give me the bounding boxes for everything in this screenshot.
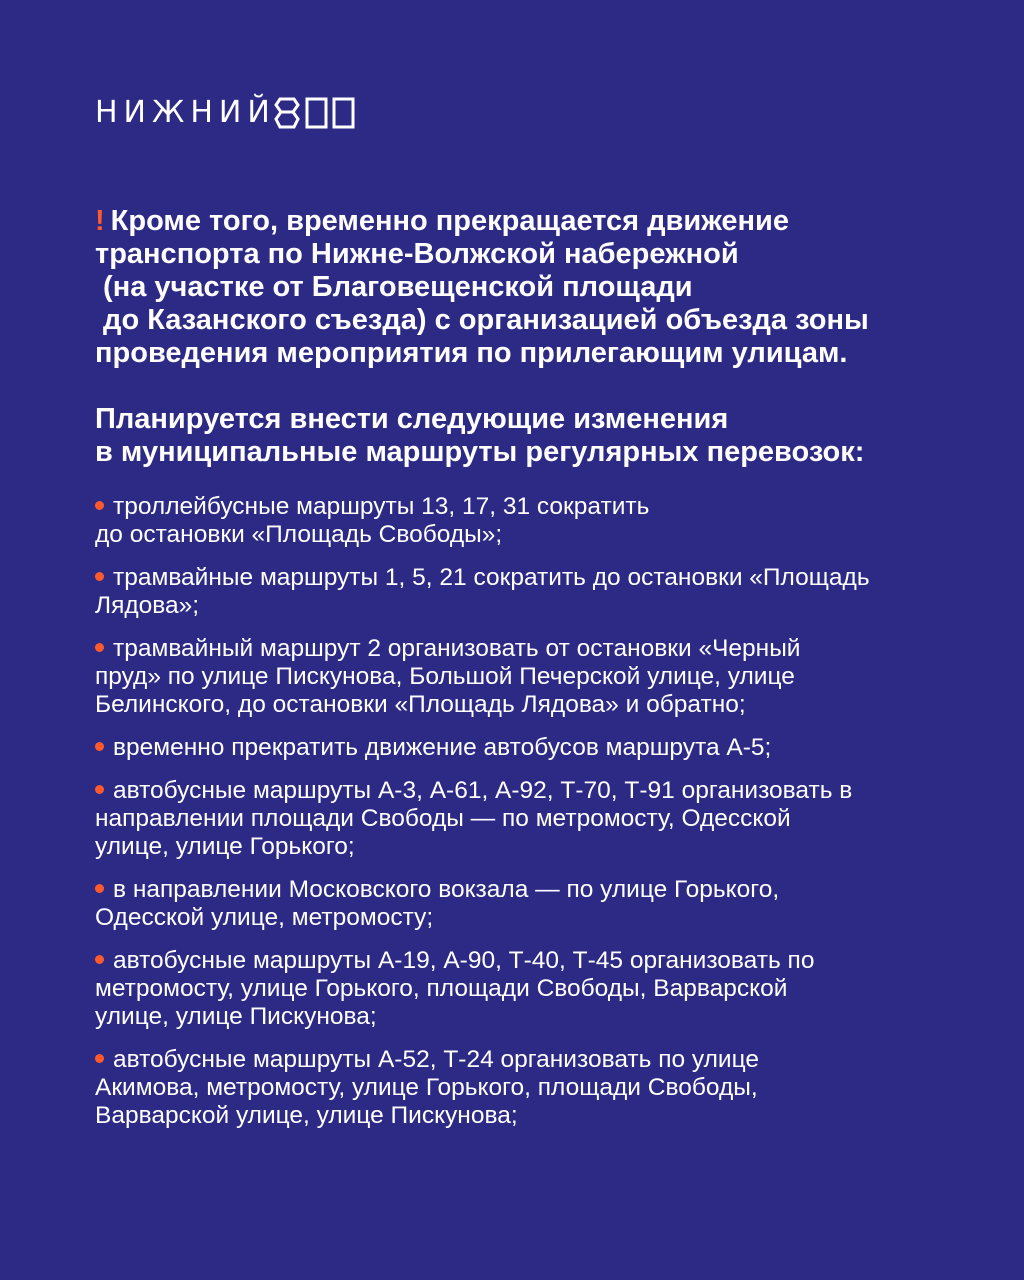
route-change-text: в направлении Московского вокзала — по улице Горького,	[113, 876, 780, 903]
route-change-line	[95, 975, 995, 1003]
route-change-text: улице, улице Горького;	[95, 833, 355, 860]
route-change-line	[95, 833, 995, 861]
route-change-text: Белинского, до остановки «Площадь Лядова» и обратно;	[95, 691, 746, 718]
lead-line-text: (на участке от Благовещенской площади	[95, 271, 693, 303]
route-change-line	[95, 947, 995, 975]
lead-line-text: транспорта по Нижне-Волжской набережной	[95, 238, 739, 270]
route-change-text: Одесской улице, метромосту;	[95, 904, 434, 931]
bullet-dot-icon	[95, 572, 104, 581]
route-change-line	[95, 564, 995, 592]
logo-800-glyphs-icon	[274, 96, 358, 130]
route-change-item	[95, 1046, 995, 1130]
route-change-line	[95, 1074, 995, 1102]
lead-line	[95, 271, 995, 304]
route-changes-list	[95, 493, 995, 1130]
bullet-dot-icon	[95, 501, 104, 510]
route-change-text: трамвайные маршруты 1, 5, 21 сократить до остановки «Площадь	[113, 564, 870, 591]
route-change-text: метромосту, улице Горького, площади Свободы, Варварской	[95, 975, 788, 1002]
route-change-item	[95, 635, 995, 719]
lead-line-text: до Казанского съезда) с организацией объезда зоны	[95, 304, 869, 336]
route-change-line	[95, 691, 995, 719]
route-change-line	[95, 635, 995, 663]
route-change-line	[95, 1003, 995, 1031]
logo-number-800	[274, 96, 358, 130]
route-change-line	[95, 1046, 995, 1074]
route-change-line	[95, 1102, 995, 1130]
bullet-dot-icon	[95, 955, 104, 964]
nizhny-800-logo	[95, 96, 358, 130]
route-change-item	[95, 876, 995, 932]
route-change-line	[95, 663, 995, 691]
route-change-text: направлении площади Свободы — по метромосту, Одесской	[95, 805, 791, 832]
route-change-text: автобусные маршруты А-52, Т-24 организовать по улице	[113, 1046, 759, 1073]
route-change-line	[95, 904, 995, 932]
route-change-line	[95, 521, 995, 549]
exclamation-icon: !	[95, 205, 105, 237]
route-change-line	[95, 805, 995, 833]
lead-line	[95, 238, 995, 271]
logo-wordmark: НИЖНИЙ	[95, 95, 276, 130]
route-change-line	[95, 734, 995, 762]
plan-heading	[95, 403, 995, 469]
route-change-text: временно прекратить движение автобусов маршрута А-5;	[113, 734, 772, 761]
route-change-item	[95, 564, 995, 620]
plan-line: в муниципальные маршруты регулярных перевозок:	[95, 436, 865, 468]
route-change-text: автобусные маршруты А-3, А-61, А-92, Т-70, Т-91 организовать в	[113, 777, 853, 804]
bullet-dot-icon	[95, 643, 104, 652]
route-change-line	[95, 493, 995, 521]
bullet-dot-icon	[95, 785, 104, 794]
bullet-dot-icon	[95, 884, 104, 893]
lead-line-text: Кроме того, временно прекращается движение	[110, 205, 789, 237]
route-change-text: автобусные маршруты А-19, А-90, Т-40, Т-45 организовать по	[113, 947, 815, 974]
bullet-dot-icon	[95, 742, 104, 751]
lead-line-text: проведения мероприятия по прилегающим улицам.	[95, 337, 848, 369]
lead-line	[95, 337, 995, 370]
route-change-text: пруд» по улице Пискунова, Большой Печерской улице, улице	[95, 663, 795, 690]
route-change-text: до остановки «Площадь Свободы»;	[95, 521, 503, 548]
announcement-content	[95, 205, 995, 1145]
route-change-item	[95, 493, 995, 549]
route-change-line	[95, 592, 995, 620]
lead-line	[95, 205, 995, 238]
plan-line: Планируется внести следующие изменения	[95, 403, 729, 435]
route-change-text: улице, улице Пискунова;	[95, 1003, 377, 1030]
route-change-text: троллейбусные маршруты 13, 17, 31 сократить	[113, 493, 650, 520]
route-change-text: Лядова»;	[95, 592, 200, 619]
route-change-item	[95, 777, 995, 861]
route-change-text: трамвайный маршрут 2 организовать от остановки «Черный	[113, 635, 801, 662]
route-change-line	[95, 876, 995, 904]
route-change-line	[95, 777, 995, 805]
route-change-text: Варварской улице, улице Пискунова;	[95, 1102, 518, 1129]
route-change-item	[95, 947, 995, 1031]
route-change-text: Акимова, метромосту, улице Горького, площади Свободы,	[95, 1074, 758, 1101]
bullet-dot-icon	[95, 1054, 104, 1063]
lead-paragraph	[95, 205, 995, 370]
route-change-item	[95, 734, 995, 762]
lead-line	[95, 304, 995, 337]
